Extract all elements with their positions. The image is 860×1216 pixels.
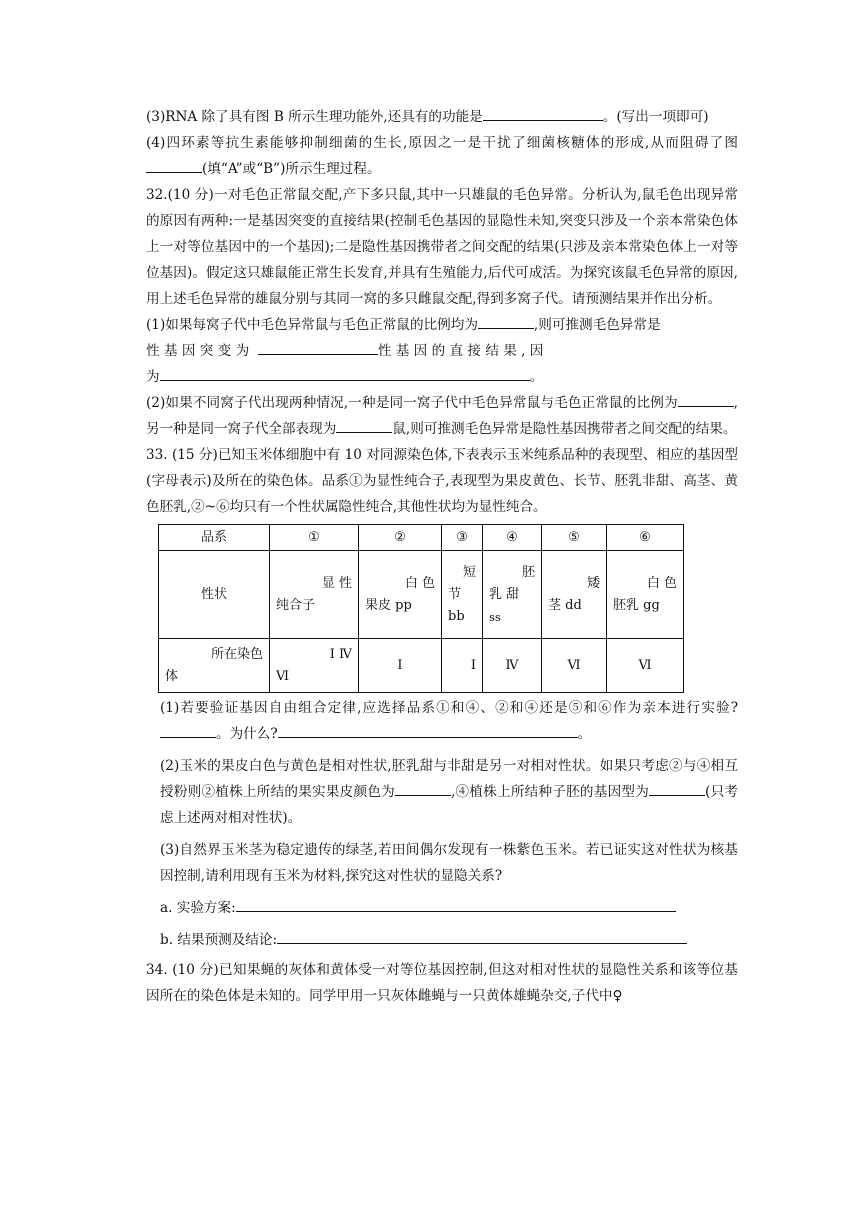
table-trait-row [159, 551, 684, 639]
trait-cell: 白 色 果皮 pp [359, 551, 442, 639]
answer-blank[interactable] [336, 416, 392, 433]
header-cell: ⑥ [607, 525, 684, 551]
header-cell: ① [270, 525, 359, 551]
q32-part1: (1)如果每窝子代中毛色异常鼠与毛色正常鼠的比例均为 ,则可推测毛色异常是 性 基 因 突 变 为 性 基 因 的 直 接 结 果 , 因 为 。 [146, 312, 738, 390]
q32-part2: (2)如果不同窝子代出现两种情况,一种是同一窝子代中毛色异常鼠与毛色正常鼠的比例为 ,另一种是同一窝子代全部表现为 鼠,则可推测毛色异常是隐性基因携带者之间交配的结果。 [146, 390, 738, 442]
answer-blank[interactable] [649, 779, 705, 796]
chrom-cell: Ⅵ [542, 639, 607, 693]
q33-part3a: a. 实验方案: [146, 895, 738, 921]
trait-cell: 短 节 bb [442, 551, 483, 639]
chrom-cell: Ⅳ [483, 639, 542, 693]
q33-stem: 33. (15 分)已知玉米体细胞中有 10 对同源染色体,下表表示玉米纯系品种的表现型、相应的基因型(字母表示)及所在的染色体。品系①为显性纯合子,表现型为果皮黄色、长节、胚乳非甜、高茎、黄色胚乳,②~⑥均只有一个性状属隐性纯合,其他性状均为显性纯合。 [146, 447, 738, 515]
chrom-cell: Ⅰ [442, 639, 483, 693]
q31-part4: (4)四环素等抗生素能够抑制细菌的生长,原因之一是干扰了细菌核糖体的形成,从而阻碍了图(填“A”或“B”)所示生理过程。 [146, 135, 738, 177]
header-cell: ④ [483, 525, 542, 551]
trait-cell: 胚 乳 甜 ss [483, 551, 542, 639]
maize-strain-table [158, 524, 684, 693]
q33-part3b: b. 结果预测及结论: [146, 927, 738, 953]
answer-blank[interactable] [236, 895, 676, 912]
q33-part3: (3)自然界玉米茎为稳定遗传的绿茎,若田间偶尔发现有一株紫色玉米。若已证实这对性状为核基因控制,请利用现有玉米为材料,探究这对性状的显隐关系? [160, 842, 738, 884]
document-page [146, 104, 738, 1009]
header-cell: ③ [442, 525, 483, 551]
chrom-cell: Ⅰ [359, 639, 442, 693]
header-cell: ② [359, 525, 442, 551]
trait-cell: 显 性 纯合子 [270, 551, 359, 639]
table-chrom-row [159, 639, 684, 693]
row-label: 所在染色 体 [159, 639, 270, 693]
q33-part2: (2)玉米的果皮白色与黄色是相对性状,胚乳甜与非甜是另一对相对性状。如果只考虑②与④相互授粉则②植株上所结的果实果皮颜色为 ,④植株上所结种子胚的基因型为 (只考虑上述两对相对性状)。 [160, 758, 738, 826]
q32-stem: 32.(10 分)一对毛色正常鼠交配,产下多只鼠,其中一只雄鼠的毛色异常。分析认为,鼠毛色出现异常的原因有两种:一是基因突变的直接结果(控制毛色基因的显隐性未知,突变只涉及一个亲本常染色体上一对等位基因中的一个基因);二是隐性基因携带者之间交配的结果(只涉及亲本常染色体上一对等位基因)。假定这只雄鼠能正常生长发育,并具有生殖能力,后代可成活。为探究该鼠毛色异常的原因,用上述毛色异常的雄鼠分别与其同一窝的多只雌鼠交配,得到多窝子代。请预测结果并作出分析。 [146, 187, 738, 307]
table-header-row [159, 525, 684, 551]
chrom-cell: Ⅵ [607, 639, 684, 693]
trait-cell: 矮 茎 dd [542, 551, 607, 639]
answer-blank[interactable] [160, 721, 216, 738]
q33-part1: (1)若要验证基因自由组合定律,应选择品系①和④、②和④还是⑤和⑥作为亲本进行实验?。为什么? 。 [160, 700, 738, 742]
row-label: 性状 [159, 551, 270, 639]
answer-blank[interactable] [160, 364, 530, 381]
answer-blank[interactable] [258, 338, 378, 355]
header-cell: 品系 [159, 525, 270, 551]
q31-part3: (3)RNA 除了具有图 B 所示生理功能外,还具有的功能是 。(写出一项即可) [146, 104, 738, 130]
answer-blank[interactable] [277, 927, 687, 944]
chrom-cell: Ⅰ Ⅳ Ⅵ [270, 639, 359, 693]
answer-blank[interactable] [278, 721, 578, 738]
answer-blank[interactable] [483, 104, 603, 121]
header-cell: ⑤ [542, 525, 607, 551]
answer-blank[interactable] [678, 390, 734, 407]
answer-blank[interactable] [395, 779, 451, 796]
trait-cell: 白 色 胚乳 gg [607, 551, 684, 639]
answer-blank[interactable] [478, 312, 534, 329]
answer-blank[interactable] [146, 156, 202, 173]
q34-stem: 34. (10 分)已知果蝇的灰体和黄体受一对等位基因控制,但这对相对性状的显隐性关系和该等位基因所在的染色体是未知的。同学甲用一只灰体雌蝇与一只黄体雄蝇杂交,子代中♀ [146, 962, 738, 1004]
